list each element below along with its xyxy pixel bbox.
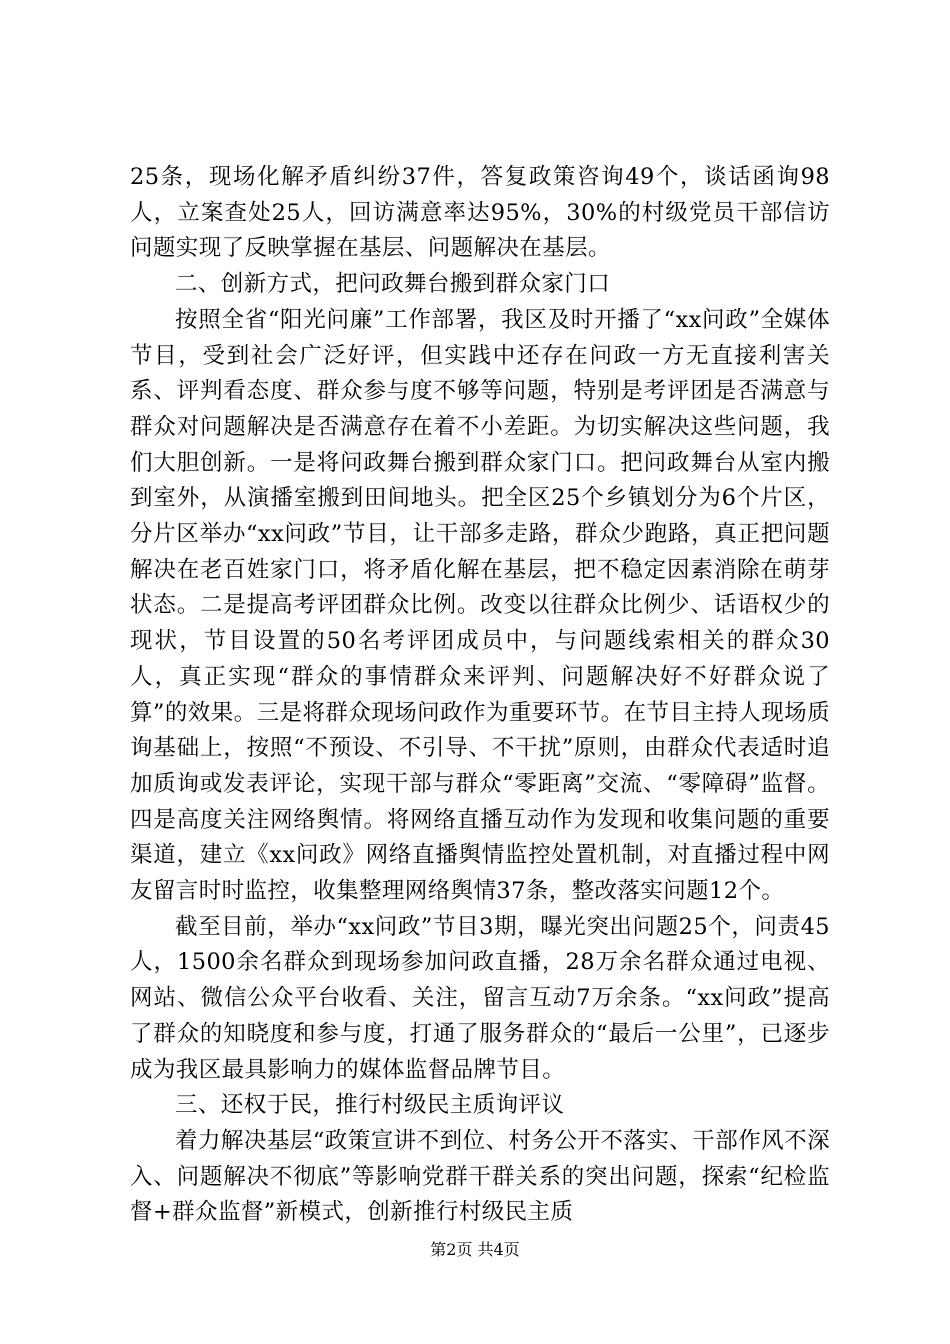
section-heading-3: 三、还权于民，推行村级民主质询评议 [175, 1092, 565, 1119]
paragraph-results: 截至目前，举办“xx问政”节目3期，曝光突出问题25个，问责45人，1500余名群众到现场参加问政直播，28万余名群众通过电视、网站、微信公众平台收看、关注，留言互动7万余条。“xx问政”提高了群众的知晓度和参与度，打通了服务群众的“最后一公里”，已逐步成为我区最具影响力的媒体监督品牌节目。 [130, 913, 830, 1083]
page-footer: 第2页 共4页 [430, 1240, 520, 1259]
paragraph-village-inquiry: 着力解决基层“政策宣讲不到位、村务公开不落实、干部作风不深入、问题解决不彻底”等影响党群干群关系的突出问题，探索“纪检监督+群众监督”新模式，创新推行村级民主质 [130, 1127, 830, 1226]
section-heading-2: 二、创新方式，把问政舞台搬到群众家门口 [175, 271, 611, 298]
paragraph-innovation: 按照全省“阳光问廉”工作部署，我区及时开播了“xx问政”全媒体节目，受到社会广泛好评，但实践中还存在问政一方无直接利害关系、评判看态度、群众参与度不够等问题，特别是考评团是否满意与群众对问题解决是否满意存在着不小差距。为切实解决这些问题，我们大胆创新。一是将问政舞台搬到群众家门口。把问政舞台从室内搬到室外，从演播室搬到田间地头。把全区25个乡镇划分为6个片区，分片区举办“xx问政”节目，让干部多走路，群众少跑路，真正把问题解决在老百姓家门口，将矛盾化解在基层，把不稳定因素消除在萌芽状态。二是提高考评团群众比例。改变以往群众比例少、话语权少的现状，节目设置的50名考评团成员中，与问题线索相关的群众30人，真正实现“群众的事情群众来评判、问题解决好不好群众说了算”的效果。三是将群众现场问政作为重要环节。在节目主持人现场质询基础上，按照“不预设、不引导、不干扰”原则，由群众代表适时追加质询或发表评论，实现干部与群众“零距离”交流、“零障碍”监督。四是高度关注网络舆情。将网络直播互动作为发现和收集问题的重要渠道，建立《xx问政》网络直播舆情监控处置机制，对直播过程中网友留言时时监控，收集整理网络舆情37条，整改落实问题12个。 [130, 306, 830, 905]
document-body [130, 160, 830, 1231]
paragraph-continuation: 25条，现场化解矛盾纠纷37件，答复政策咨询49个，谈话函询98人，立案查处25人，回访满意率达95%，30%的村级党员干部信访问题实现了反映掌握在基层、问题解决在基层。 [130, 164, 830, 262]
